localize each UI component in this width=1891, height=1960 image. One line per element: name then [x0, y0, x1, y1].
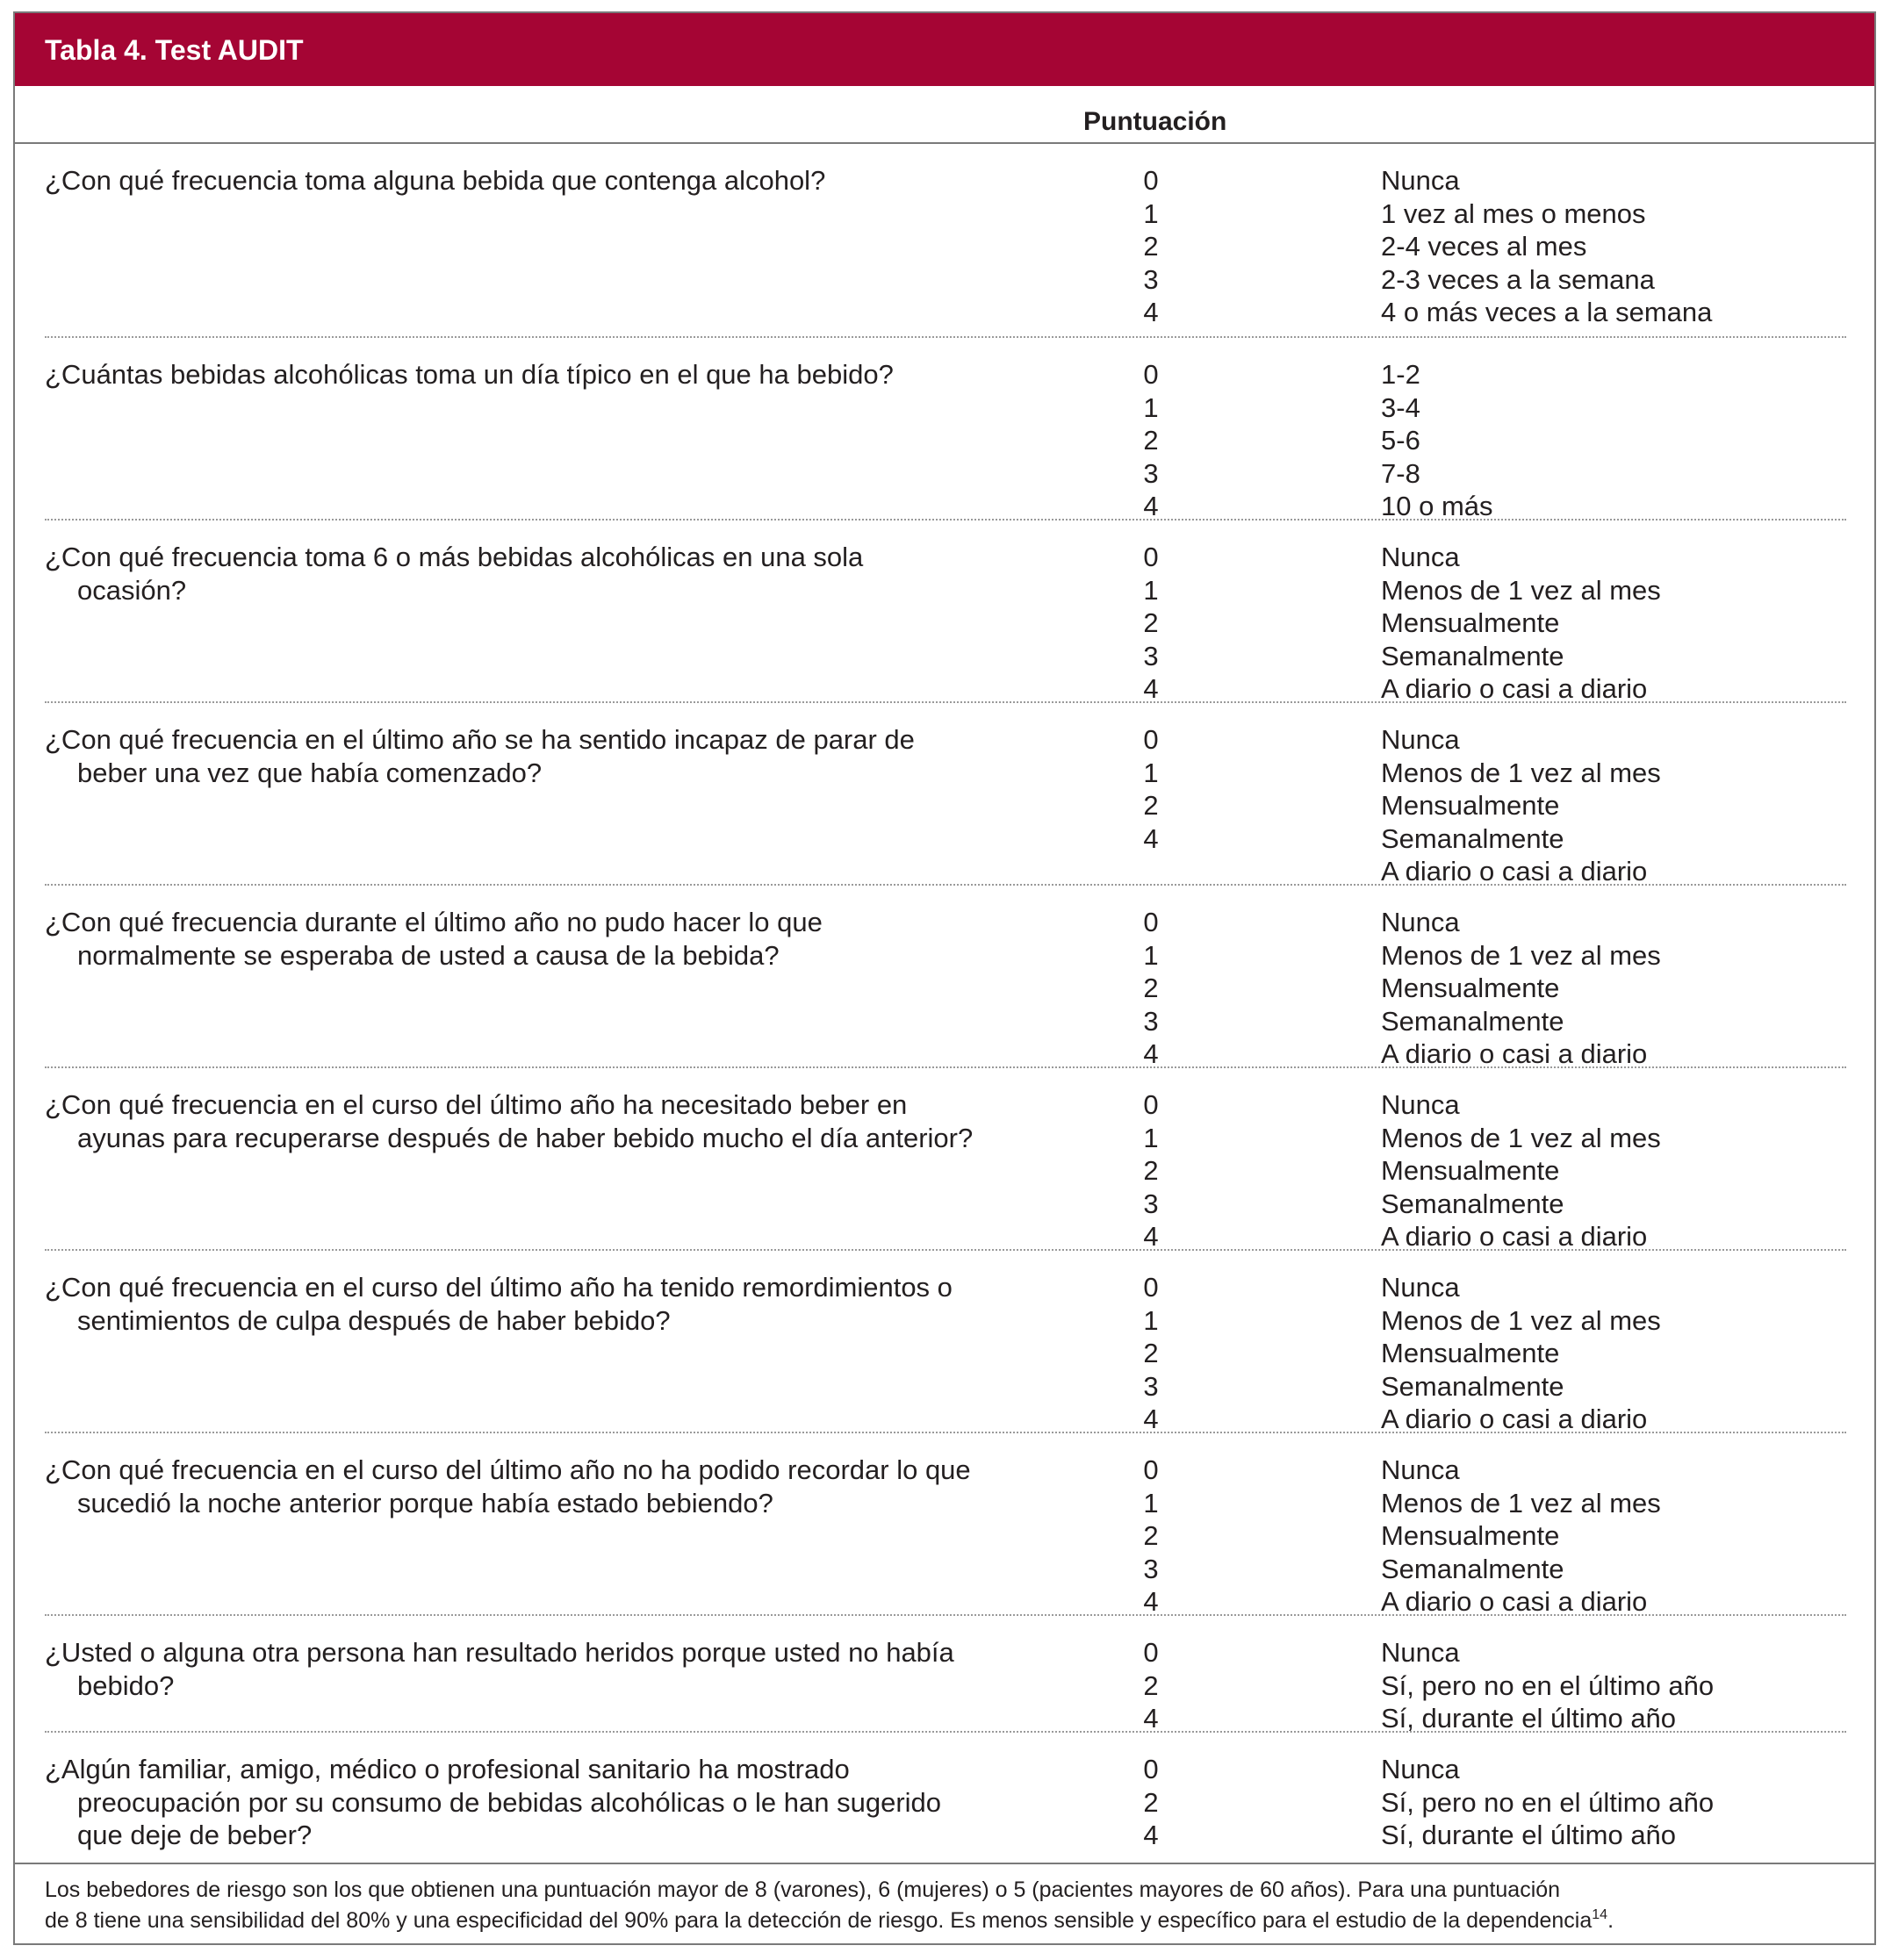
score-value: 1 [1143, 939, 1159, 971]
answer-option: Semanalmente [1381, 1553, 1564, 1584]
score-value: 1 [1143, 1304, 1159, 1336]
score-value: 0 [1143, 1637, 1159, 1668]
answer-option: Mensualmente [1381, 1338, 1560, 1368]
score-value: 3 [1143, 457, 1159, 489]
row-divider [45, 1066, 1846, 1068]
question-row [45, 1753, 1846, 1863]
question-row [45, 541, 1846, 703]
score-list [1133, 1454, 1168, 1619]
score-list [1133, 723, 1168, 855]
answer-option: Sí, pero no en el último año [1381, 1786, 1715, 1818]
answer-option: Semanalmente [1381, 1188, 1564, 1219]
answer-options [1381, 1271, 1837, 1436]
table-frame [13, 11, 1876, 1945]
question-text: ¿Usted o alguna otra persona han resultado heridos porque usted no había bebido? [45, 1637, 954, 1701]
answer-options [1381, 1753, 1837, 1852]
score-list [1133, 1271, 1168, 1436]
row-divider [45, 1614, 1846, 1616]
answer-option: Nunca [1381, 542, 1460, 572]
answer-option: 2-4 veces al mes [1381, 231, 1587, 262]
score-value: 1 [1143, 197, 1159, 229]
answer-option: 1-2 [1381, 359, 1420, 390]
score-value: 4 [1143, 1038, 1159, 1069]
score-list [1133, 358, 1168, 523]
question-row [45, 1088, 1846, 1251]
score-value: 0 [1143, 724, 1159, 755]
answer-option: 4 o más veces a la semana [1381, 297, 1713, 327]
score-value: 3 [1143, 1188, 1159, 1219]
score-value: 2 [1143, 1669, 1159, 1701]
score-value: 4 [1143, 491, 1159, 521]
answer-option: Semanalmente [1381, 1005, 1564, 1037]
answer-option: Semanalmente [1381, 822, 1564, 854]
score-value: 1 [1143, 391, 1159, 423]
score-value: 2 [1143, 1786, 1159, 1818]
answer-option: Menos de 1 vez al mes [1381, 574, 1661, 606]
score-value: 0 [1143, 359, 1159, 390]
score-list [1133, 906, 1168, 1071]
answer-option: Mensualmente [1381, 1155, 1560, 1186]
answer-option: Menos de 1 vez al mes [1381, 939, 1661, 971]
answer-option: Nunca [1381, 165, 1460, 196]
answer-option: Nunca [1381, 907, 1460, 937]
answer-options [1381, 906, 1837, 1071]
score-value: 4 [1143, 673, 1159, 704]
answer-option: A diario o casi a diario [1381, 1221, 1648, 1252]
answer-options [1381, 358, 1837, 523]
table-footnote [15, 1863, 1874, 1947]
score-value: 0 [1143, 542, 1159, 572]
score-value: 2 [1143, 1338, 1159, 1368]
score-column-header: Puntuación [1083, 107, 1227, 136]
question-row [45, 1454, 1846, 1616]
score-value: 1 [1143, 1487, 1159, 1518]
answer-option: Nunca [1381, 1637, 1460, 1668]
score-list [1133, 1753, 1168, 1852]
score-value: 2 [1143, 1520, 1159, 1551]
answer-option: Semanalmente [1381, 640, 1564, 671]
table-header-row [15, 86, 1874, 144]
answer-option: 2-3 veces a la semana [1381, 263, 1655, 295]
score-value: 1 [1143, 1122, 1159, 1153]
score-value: 0 [1143, 1272, 1159, 1303]
score-value: 1 [1143, 574, 1159, 606]
question-row [45, 906, 1846, 1068]
answer-option: Nunca [1381, 724, 1460, 755]
answer-option: Nunca [1381, 1089, 1460, 1120]
score-value: 4 [1143, 1221, 1159, 1252]
answer-option: 5-6 [1381, 425, 1420, 456]
score-value: 4 [1143, 1586, 1159, 1617]
answer-option: 7-8 [1381, 457, 1420, 489]
answer-option: 1 vez al mes o menos [1381, 197, 1646, 229]
row-divider [45, 336, 1846, 338]
question-text: ¿Con qué frecuencia toma 6 o más bebidas alcohólicas en una sola ocasión? [45, 542, 864, 606]
answer-option: Nunca [1381, 1272, 1460, 1303]
answer-options [1381, 164, 1837, 329]
question-row [45, 1636, 1846, 1733]
question-row [45, 164, 1846, 338]
footnote-end: . [1607, 1908, 1614, 1933]
row-divider [45, 701, 1846, 703]
row-divider [45, 884, 1846, 886]
question-row [45, 1271, 1846, 1433]
answer-options [1381, 1454, 1837, 1619]
answer-option: A diario o casi a diario [1381, 673, 1648, 704]
score-value: 3 [1143, 1005, 1159, 1037]
answer-option: Mensualmente [1381, 973, 1560, 1003]
answer-option: Mensualmente [1381, 607, 1560, 638]
answer-option: Menos de 1 vez al mes [1381, 1487, 1661, 1518]
question-text: ¿Con qué frecuencia en el curso del último año ha tenido remordimientos o sentimientos de culpa después de haber bebido? [45, 1272, 953, 1336]
row-divider [45, 1731, 1846, 1733]
score-list [1133, 541, 1168, 706]
score-value: 0 [1143, 1454, 1159, 1485]
answer-options [1381, 541, 1837, 706]
score-list [1133, 1088, 1168, 1253]
score-value: 4 [1143, 822, 1159, 854]
row-divider [45, 1249, 1846, 1251]
answer-option: Nunca [1381, 1754, 1460, 1784]
answer-option: Sí, durante el último año [1381, 1703, 1677, 1734]
answer-options [1381, 1636, 1837, 1735]
question-text: ¿Con qué frecuencia en el último año se ha sentido incapaz de parar de beber una vez que había comenzado? [45, 724, 915, 788]
answer-option: Mensualmente [1381, 1520, 1560, 1551]
question-text: ¿Con qué frecuencia durante el último año no pudo hacer lo que normalmente se esperaba de usted a causa de la bebida? [45, 907, 823, 971]
answer-option: Sí, durante el último año [1381, 1820, 1677, 1850]
score-value: 2 [1143, 973, 1159, 1003]
score-value: 2 [1143, 231, 1159, 262]
answer-options [1381, 1088, 1837, 1253]
question-list [15, 144, 1874, 1863]
answer-option: A diario o casi a diario [1381, 1586, 1648, 1617]
score-value: 4 [1143, 297, 1159, 327]
score-value: 0 [1143, 1754, 1159, 1784]
footnote-reference: 14 [1592, 1907, 1608, 1922]
answer-option: Nunca [1381, 1454, 1460, 1485]
answer-option: A diario o casi a diario [1381, 1404, 1648, 1434]
answer-option: Menos de 1 vez al mes [1381, 757, 1661, 788]
question-row [45, 358, 1846, 521]
score-value: 0 [1143, 165, 1159, 196]
score-list [1133, 1636, 1168, 1735]
row-divider [45, 519, 1846, 521]
question-row [45, 723, 1846, 886]
question-text: ¿Con qué frecuencia en el curso del último año no ha podido recordar lo que sucedió la noche anterior porque había estado bebiendo? [45, 1454, 971, 1518]
score-value: 3 [1143, 263, 1159, 295]
table-title: Tabla 4. Test AUDIT [15, 13, 1874, 86]
answer-options [1381, 723, 1837, 888]
score-value: 0 [1143, 1089, 1159, 1120]
score-value: 0 [1143, 907, 1159, 937]
answer-option: Menos de 1 vez al mes [1381, 1304, 1661, 1336]
question-text: ¿Algún familiar, amigo, médico o profesional sanitario ha mostrado preocupación por su consumo de bebidas alcohólicas o le han sugerido que deje de beber? [45, 1754, 942, 1850]
score-list [1133, 164, 1168, 329]
score-value: 4 [1143, 1820, 1159, 1850]
score-value: 1 [1143, 757, 1159, 788]
score-value: 4 [1143, 1404, 1159, 1434]
score-value: 4 [1143, 1703, 1159, 1734]
score-value: 3 [1143, 640, 1159, 671]
question-text: ¿Con qué frecuencia toma alguna bebida que contenga alcohol? [45, 165, 826, 196]
answer-option: Sí, pero no en el último año [1381, 1669, 1715, 1701]
question-text: ¿Cuántas bebidas alcohólicas toma un día típico en el que ha bebido? [45, 359, 894, 390]
footnote-line-1: Los bebedores de riesgo son los que obtienen una puntuación mayor de 8 (varones), 6 (mujeres) o 5 (pacientes mayores de 60 años). Para una puntuación [45, 1877, 1561, 1902]
score-value: 2 [1143, 1155, 1159, 1186]
answer-option: A diario o casi a diario [1381, 856, 1648, 887]
row-divider [45, 1432, 1846, 1433]
answer-option: Semanalmente [1381, 1370, 1564, 1402]
answer-option: A diario o casi a diario [1381, 1038, 1648, 1069]
answer-option: 10 o más [1381, 491, 1493, 521]
score-value: 3 [1143, 1370, 1159, 1402]
score-value: 2 [1143, 425, 1159, 456]
question-text: ¿Con qué frecuencia en el curso del último año ha necesitado beber en ayunas para recuperarse después de haber bebido mucho el día anterior? [45, 1089, 974, 1153]
score-value: 2 [1143, 790, 1159, 821]
answer-option: Menos de 1 vez al mes [1381, 1122, 1661, 1153]
answer-option: Mensualmente [1381, 790, 1560, 821]
answer-option: 3-4 [1381, 391, 1420, 423]
score-value: 2 [1143, 607, 1159, 638]
footnote-line-2: de 8 tiene una sensibilidad del 80% y una especificidad del 90% para la detección de riesgo. Es menos sensible y específico para el estudio de la dependencia [45, 1908, 1593, 1933]
score-value: 3 [1143, 1553, 1159, 1584]
